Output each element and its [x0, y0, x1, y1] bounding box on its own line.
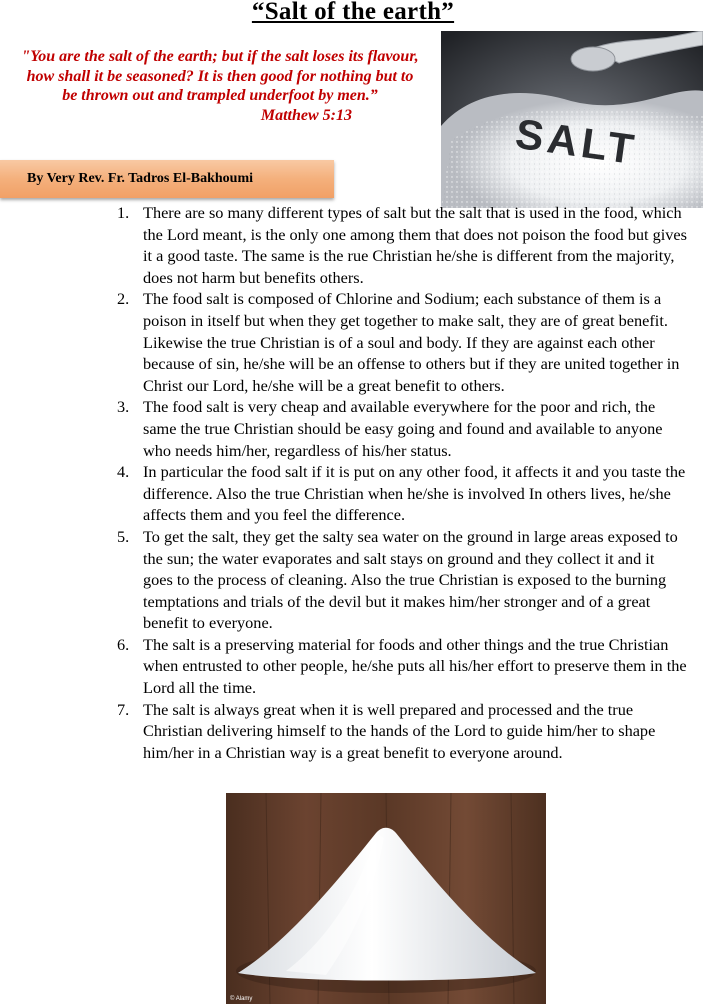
- list-item: 6. The salt is a preserving material for foods and other things and the true Christian when entrusted to other people, he/she puts all his/her effort to preserve them in the Lord all the time.: [117, 634, 687, 698]
- salt-points-list: [117, 202, 687, 763]
- quote-text: "You are the salt of the earth; but if the salt loses its flavour, how shall it be seasoned? It is then good for nothing but to be thrown out and trampled underfoot by men.”: [21, 48, 419, 104]
- salt-mound-photo: [226, 793, 546, 1004]
- author-name: By Very Rev. Fr. Tadros El-Bakhoumi: [27, 171, 254, 186]
- scripture-quote: [20, 47, 420, 125]
- list-item: 2. The food salt is composed of Chlorine and Sodium; each substance of them is a poison in itself but when they get together to make salt, they are of great benefit. Likewise the true Christian is of a soul and body. If they are against each other because of sin, he/she will be an offense to others but if they are united together in Christ our Lord, he/she will be a great benefit to others.: [117, 289, 680, 395]
- page-title: “Salt of the earth”: [251, 0, 455, 25]
- author-banner: [0, 160, 334, 198]
- list-item: 5. To get the salt, they get the salty sea water on the ground in large areas exposed to the sun; the water evaporates and salt stays on ground and they collect it and it goes to the process of cleaning. Also the true Christian is exposed to the burning temptations and trials of the devil but it makes him/her stronger and of a great benefit to everyone.: [117, 526, 678, 633]
- salt-word-photo: [441, 31, 703, 208]
- list-item: 7. The salt is always great when it is well prepared and processed and the true Christian delivering himself to the hands of the Lord to guide him/her to shape him/her in a Christian way is a great benefit to everyone around.: [117, 699, 656, 762]
- list-item: 4. In particular the food salt if it is put on any other food, it affects it and you taste the difference. Also the true Christian when he/she is involved In others lives, he/she affects them and you feel the difference.: [117, 462, 686, 525]
- list-item: 1. There are so many different types of salt but the salt that is used in the food, which the Lord meant, is the only one among them that does not poison the food but gives it a good taste. The same is the rue Christian he/she is different from the majority, does not harm but benefits others.: [117, 203, 687, 287]
- list-item: 3. The food salt is very cheap and available everywhere for the poor and rich, the same the true Christian should be easy going and found and available to anyone who needs him/her, regardless of his/her status.: [117, 397, 663, 460]
- salt-word: SALT: [512, 109, 641, 174]
- image-watermark: © Alamy: [230, 996, 253, 1002]
- quote-reference: Matthew 5:13: [260, 106, 352, 124]
